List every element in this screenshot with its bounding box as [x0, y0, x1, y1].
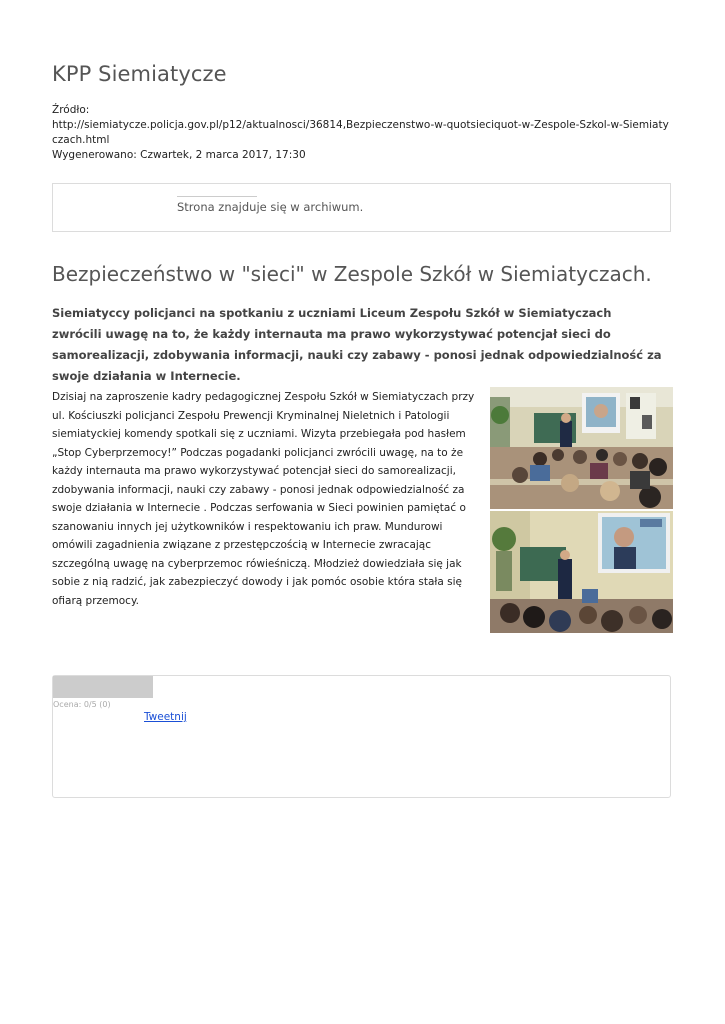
article-body: Dzisiaj na zaproszenie kadry pedagogicznej Zespołu Szkół w Siemiatyczach przy ul. Kościuszki policjanci Zespołu Prewencji Kryminalnej Nieletnich i Patologii siemiatyckiej komendy spotkali się z uczniami. Wizyta przebiegała pod hasłem „Stop Cyberprzemocy!” Podczas pogadanki policjanci zwrócili uwagę, na to że każdy internauta ma prawo wykorzystywać potencjał sieci do samorealizacji, zdobywania informacji, nauki czy zabawy - ponosi jednak odpowiedzialność za swoje działania w Internecie . Podczas serfowania w Sieci powinien pamiętać o szanowaniu innych jej użytkowników i respektowaniu ich praw. Mundurowi omówili zagadnienia związane z przestępczością w Internecie zwracając szczególną uwagę na cyberprzemoc rówieśniczą. Młodzież dowiedziała się jak sobie z nią radzić, jak zabezpieczyć dowody i jak pomóc osobie która stała się ofiarą przemocy. [52, 391, 475, 607]
rating-stars[interactable] [53, 676, 153, 698]
document-meta [52, 103, 674, 163]
site-title: KPP Siemiatycze [52, 62, 227, 86]
archive-notice-box [52, 183, 671, 232]
rating-text: Ocena: 0/5 (0) [53, 700, 111, 709]
rating-box [52, 675, 671, 798]
generated-date: Wygenerowano: Czwartek, 2 marca 2017, 17:30 [52, 149, 306, 161]
archive-divider [177, 196, 257, 197]
article-lead: Siemiatyccy policjanci na spotkaniu z uczniami Liceum Zespołu Szkół w Siemiatyczach zwrócili uwagę na to, że każdy internauta ma prawo wykorzystywać potencjał sieci do samorealizacji, zdobywania informacji, nauki czy zabawy - ponosi jednak odpowiedzialność za swoje działania w Internecie. [52, 306, 662, 383]
archive-notice: Strona znajduje się w archiwum. [177, 200, 364, 214]
article-photo-2[interactable] [490, 511, 673, 633]
article-title: Bezpieczeństwo w "sieci" w Zespole Szkół w Siemiatyczach. [52, 262, 652, 286]
article-photo-1[interactable] [490, 387, 673, 509]
source-label: Źródło: [52, 104, 90, 116]
source-url: http://siemiatycze.policja.gov.pl/p12/aktualnosci/36814,Bezpieczenstwo-w-quotsieciquot-w-Zespole-Szkol-w-Siemiatyczach.html [52, 119, 669, 146]
tweet-link[interactable]: Tweetnij [144, 711, 187, 723]
